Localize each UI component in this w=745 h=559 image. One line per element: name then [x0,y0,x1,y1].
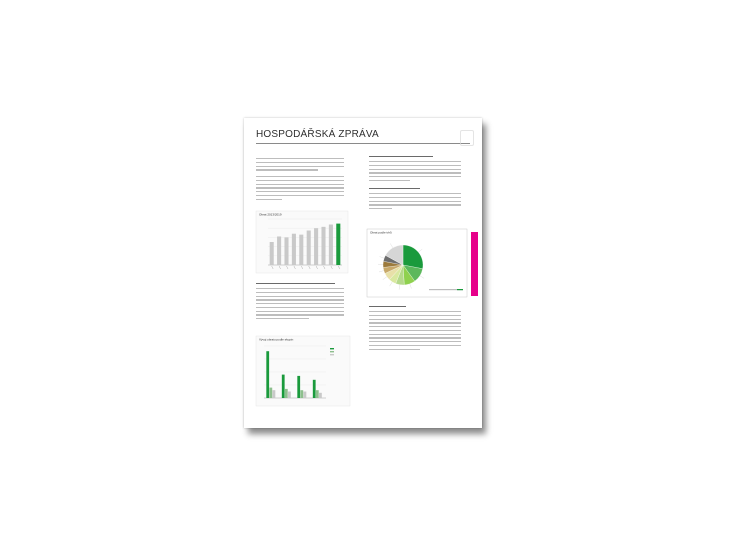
chart-groups-title: Vývoj obratu podle skupin [259,337,294,342]
chart-revenue-title: Obrat 2013/2019 [259,212,282,217]
legend-swatch-1 [330,348,334,349]
chart-revenue [256,211,348,273]
bar [282,375,285,398]
bar [292,234,296,265]
bar [313,380,316,398]
bar [304,392,307,399]
bar [269,388,272,398]
bar [316,390,319,398]
intro-paragraph [256,158,344,173]
bar [314,228,318,265]
bar [270,242,274,265]
heading-domaci-trh [369,188,461,192]
internacionalizace-paragraph [369,161,461,184]
bar [297,376,300,398]
section-heading-bar [256,283,344,287]
heading-internacionalizace [369,156,461,160]
chart-markets [367,229,467,297]
accent-bar [471,232,478,296]
domaci-trh-paragraph [369,193,461,212]
bar [288,392,291,399]
legend-swatch-3 [330,354,334,355]
bar [273,390,276,398]
potencial-paragraph [369,311,461,353]
page-title: HOSPODÁŘSKÁ ZPRÁVA [256,129,379,140]
legend-swatch-2 [330,351,334,352]
title-divider [256,143,470,144]
heading-potencial [369,306,461,310]
bar [277,236,281,265]
bar [336,224,340,265]
bar [266,351,269,398]
intro-paragraph-2 [256,176,344,202]
legend-value [457,289,463,290]
chart-markets-title: Obrat podle trhů [370,230,392,235]
bar [300,390,303,398]
bar [329,225,333,265]
bar [321,227,325,265]
bar [284,237,288,265]
chart-groups-legend [330,348,334,355]
bar [285,389,288,398]
bar [319,393,322,398]
chart-markets-legend [429,289,463,290]
chart-groups [256,336,350,406]
bar [307,231,311,266]
bar [299,235,303,265]
growth-paragraph [256,288,344,322]
corner-logo [460,130,474,146]
document-page [244,118,482,428]
